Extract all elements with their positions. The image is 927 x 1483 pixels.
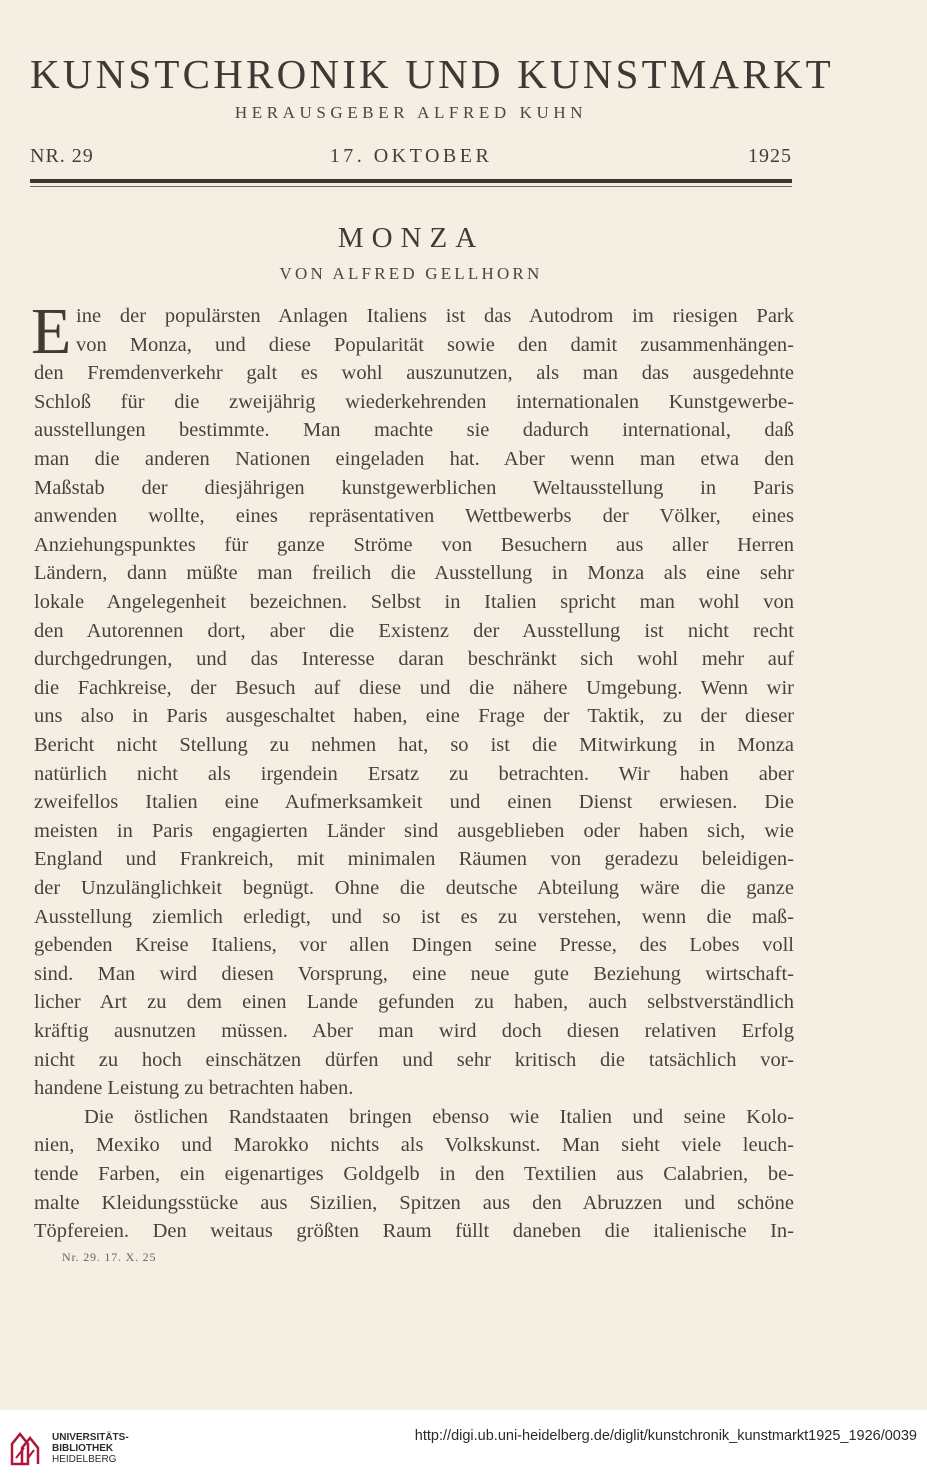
body-line: Schloß für die zweijährig wiederkehrenden internationalen Kunstgewerbe- [34, 390, 794, 413]
library-logo-icon [10, 1430, 42, 1466]
body-line: der Unzulänglichkeit begnügt. Ohne die deutsche Abteilung wäre die ganze [34, 877, 794, 899]
body-line: gebenden Kreise Italiens, vor allen Dingen seine Presse, des Lobes voll [34, 934, 794, 957]
body-line: den Fremdenverkehr galt es wohl auszunutzen, als man das ausgedehnte [34, 362, 794, 385]
header-rule-thin [30, 186, 792, 187]
library-footer [0, 1410, 927, 1483]
body-line: uns also in Paris ausgeschaltet haben, eine Frage der Taktik, zu der dieser [34, 705, 794, 728]
body-line: natürlich nicht als irgendein Ersatz zu betrachten. Wir haben aber [34, 762, 794, 785]
publisher-line: HERAUSGEBER ALFRED KUHN [234, 103, 588, 122]
library-name-line1: UNIVERSITÄTS- [52, 1432, 129, 1443]
library-name [52, 1432, 129, 1465]
masthead: KUNSTCHRONIK UND KUNSTMARKT [30, 51, 834, 97]
body-line: ine der populärsten Anlagen Italiens ist das Autodrom im riesigen Park [76, 305, 794, 327]
body-line: tende Farben, ein eigenartiges Goldgelb in den Textilien aus Calabrien, be- [34, 1163, 794, 1185]
body-line: ausstellungen bestimmte. Man machte sie dadurch international, daß [34, 419, 794, 442]
signature-note: Nr. 29. 17. X. 25 [62, 1250, 157, 1264]
library-name-line2: BIBLIOTHEK [52, 1443, 114, 1454]
library-name-line3: HEIDELBERG [52, 1454, 117, 1465]
body-line: lokale Angelegenheit bezeichnen. Selbst in Italien spricht man wohl von [34, 591, 794, 613]
body-line: zweifellos Italien eine Aufmerksamkeit und einen Dienst erwiesen. Die [34, 791, 794, 814]
body-line: Töpfereien. Den weitaus größten Raum füllt daneben die italienische In- [34, 1220, 794, 1243]
body-line: Bericht nicht Stellung zu nehmen hat, so ist die Mitwirkung in Monza [34, 734, 794, 756]
source-url-link[interactable]: http://digi.ub.uni-heidelberg.de/diglit/kunstchronik_kunstmarkt1925_1926/0039 [414, 1428, 917, 1444]
header-rule-thick [30, 179, 792, 183]
body-line: die Fachkreise, der Besuch auf diese und die nähere Umgebung. Wenn wir [34, 676, 794, 699]
body-line: meisten in Paris engagierten Länder sind ausgeblieben oder haben sich, wie [34, 819, 794, 842]
body-line: den Autorennen dort, aber die Existenz der Ausstellung ist nicht recht [34, 619, 794, 642]
body-line: licher Art zu dem einen Lande gefunden zu haben, auch selbstverständlich [34, 991, 794, 1014]
body-line: Ausstellung ziemlich erledigt, und so ist es zu verstehen, wenn die maß- [34, 905, 794, 928]
body-line: England und Frankreich, mit minimalen Räumen von geradezu beleidigen- [34, 848, 794, 871]
body-line: man die anderen Nationen eingeladen hat. Aber wenn man etwa den [34, 448, 794, 470]
issue-date: 17. OKTOBER [329, 145, 493, 167]
issue-row [30, 145, 792, 171]
body-line: malte Kleidungsstücke aus Sizilien, Spitzen aus den Abruzzen und schöne [34, 1191, 794, 1214]
body-line: Anziehungspunktes für ganze Ströme von Besuchern aus aller Herren [34, 533, 794, 556]
body-line: durchgedrungen, und das Interesse daran beschränkt sich wohl mehr auf [34, 648, 794, 671]
issue-number: NR. 29 [30, 145, 94, 167]
article-author: VON ALFRED GELLHORN [279, 264, 543, 283]
issue-year: 1925 [748, 145, 792, 167]
body-line: von Monza, und diese Popularität sowie den damit zusammenhängen- [76, 333, 794, 356]
body-line: anwenden wollte, eines repräsentativen Wettbewerbs der Völker, eines [34, 505, 794, 528]
body-line: sind. Man wird diesen Vorsprung, eine neue gute Beziehung wirtschaft- [34, 962, 794, 985]
body-line: nicht zu hoch einschätzen dürfen und sehr kritisch die tatsächlich vor- [34, 1048, 794, 1071]
body-line: Ländern, dann müßte man freilich die Ausstellung in Monza als eine sehr [34, 562, 794, 585]
body-line: Die östlichen Randstaaten bringen ebenso wie Italien und seine Kolo- [84, 1105, 794, 1128]
body-line: nien, Mexiko und Marokko nichts als Volkskunst. Man sieht viele leuch- [34, 1134, 794, 1157]
body-line: handene Leistung zu betrachten haben. [34, 1077, 354, 1100]
body-line: Maßstab der diesjährigen kunstgewerblichen Weltausstellung in Paris [34, 476, 794, 499]
drop-cap: E [31, 295, 72, 368]
body-line: kräftig ausnutzen müssen. Aber man wird doch diesen relativen Erfolg [34, 1020, 794, 1042]
article-title: MONZA [337, 222, 485, 254]
